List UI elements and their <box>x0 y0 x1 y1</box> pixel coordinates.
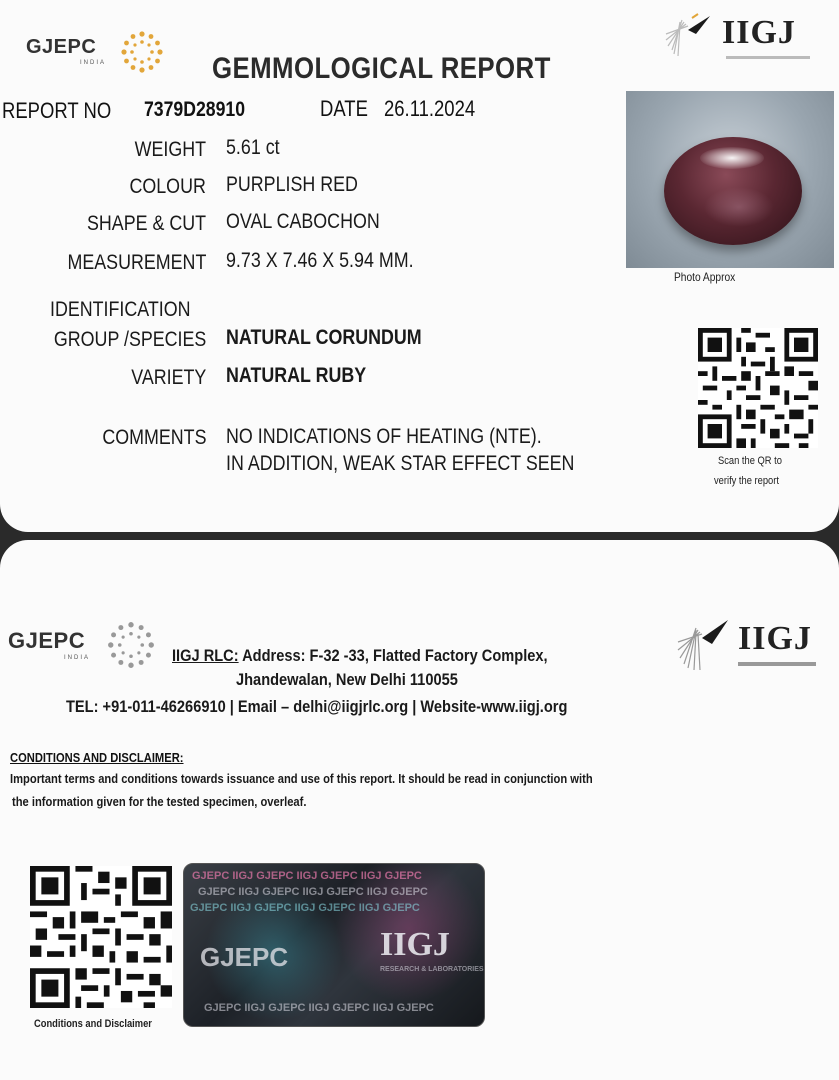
shape-label: SHAPE & CUT <box>86 212 206 235</box>
back-iigj-swoosh-icon <box>676 614 736 674</box>
address-text: Address: F-32 -33, Flatted Factory Complex, <box>238 646 548 665</box>
back-gjepc-logo-text: GJEPC <box>8 628 86 653</box>
date-value: 26.11.2024 <box>384 96 476 121</box>
report-no-label: REPORT NO <box>2 98 112 123</box>
group-label: GROUP /SPECIES <box>53 328 206 351</box>
report-title: GEMMOLOGICAL REPORT <box>212 52 551 85</box>
report-back-card <box>0 540 839 1080</box>
hologram-strip-2: GJEPC IIGJ GJEPC IIGJ GJEPC IIGJ GJEPC <box>198 886 428 898</box>
colour-value: PURPLISH RED <box>226 173 358 196</box>
qr-code-icon <box>698 328 818 448</box>
conditions-qr-caption: Conditions and Disclaimer <box>34 1018 152 1030</box>
comments-label: COMMENTS <box>101 426 206 449</box>
measurement-label: MEASUREMENT <box>67 251 206 274</box>
conditions-heading: CONDITIONS AND DISCLAIMER: <box>10 750 184 765</box>
back-iigj-logo-text: IIGJ <box>738 620 812 657</box>
back-gjepc-logo-sub: INDIA <box>64 655 91 661</box>
comments-line-1: NO INDICATIONS OF HEATING (NTE). <box>226 425 542 448</box>
group-value: NATURAL CORUNDUM <box>226 326 422 349</box>
date-label: DATE <box>320 96 368 121</box>
report-front-card <box>0 0 839 532</box>
gemstone-photo <box>626 91 834 268</box>
address-line-1 <box>172 646 548 666</box>
qr-caption-line-1: Scan the QR to <box>718 455 782 467</box>
conditions-line-2: the information given for the tested specimen, overleaf. <box>12 794 307 809</box>
conditions-line-1: Important terms and conditions towards issuance and use of this report. It should be read in conjunction with <box>10 771 593 786</box>
hologram-strip-4: GJEPC IIGJ GJEPC IIGJ GJEPC IIGJ GJEPC <box>204 1002 434 1014</box>
gjepc-logo-sub: INDIA <box>80 60 107 66</box>
report-no-row <box>2 98 132 124</box>
back-gjepc-sunburst-icon <box>104 618 158 672</box>
gjepc-logo <box>26 36 107 66</box>
report-no-value: 7379D28910 <box>144 98 246 121</box>
gjepc-logo-text: GJEPC <box>26 36 97 58</box>
hologram-gjepc: GJEPC <box>200 942 289 972</box>
hologram-strip-1: GJEPC IIGJ GJEPC IIGJ GJEPC IIGJ GJEPC <box>192 870 422 882</box>
hologram-iigj-sub: RESEARCH & LABORATORIES <box>380 966 484 973</box>
qr-caption-line-2: verify the report <box>714 475 779 487</box>
iigj-swoosh-icon <box>662 10 722 62</box>
variety-label: VARIETY <box>130 366 206 389</box>
hologram-iigj: IIGJ <box>380 926 450 963</box>
comments-line-2: IN ADDITION, WEAK STAR EFFECT SEEN <box>226 452 575 475</box>
photo-caption: Photo Approx <box>674 270 736 284</box>
back-gjepc-logo <box>8 628 91 661</box>
hologram-seal-icon <box>183 863 485 1027</box>
hologram-strip-3: GJEPC IIGJ GJEPC IIGJ GJEPC IIGJ GJEPC <box>190 902 420 914</box>
back-iigj-logo-underline <box>738 662 816 666</box>
address-label: IIGJ RLC: <box>172 646 239 665</box>
colour-label: COLOUR <box>129 175 206 198</box>
conditions-qr-code[interactable] <box>30 866 172 1008</box>
gjepc-sunburst-icon <box>118 28 166 76</box>
verify-qr-code[interactable] <box>698 328 818 448</box>
weight-label: WEIGHT <box>134 138 206 161</box>
back-qr-code-icon <box>30 866 172 1008</box>
weight-value: 5.61 ct <box>226 136 280 159</box>
variety-value: NATURAL RUBY <box>226 364 367 387</box>
iigj-logo-underline <box>726 56 810 59</box>
contact-line: TEL: +91-011-46266910 | Email – delhi@iigjrlc.org | Website-www.iigj.org <box>66 697 568 716</box>
identification-label: IDENTIFICATION <box>50 298 191 321</box>
shape-value: OVAL CABOCHON <box>226 210 380 233</box>
address-line-2: Jhandewalan, New Delhi 110055 <box>236 670 458 689</box>
measurement-value: 9.73 X 7.46 X 5.94 MM. <box>226 249 414 272</box>
iigj-logo-text: IIGJ <box>722 14 796 51</box>
gemstone-image <box>664 137 802 245</box>
